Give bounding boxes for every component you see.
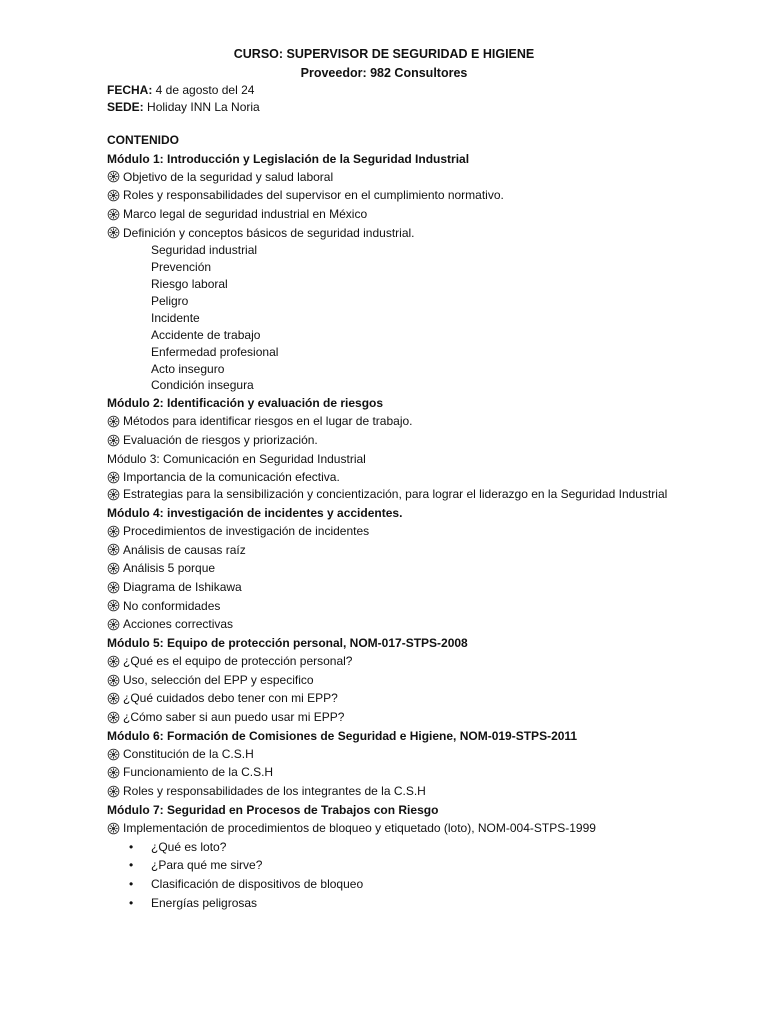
module-list: [107, 150, 727, 913]
bullet-text: Energías peligrosas: [151, 895, 258, 910]
sub-item: Accidente de trabajo: [151, 327, 261, 342]
bullet-text: ¿Para qué me sirve?: [151, 858, 263, 873]
bullet-item: [107, 894, 727, 913]
sub-item: Condición insegura: [151, 378, 254, 393]
gear-icon: [107, 170, 120, 183]
sub-item: Incidente: [151, 310, 200, 325]
list-item-text: Importancia de la comunicación efectiva.: [123, 469, 340, 484]
contenido-heading: CONTENIDO: [107, 133, 179, 148]
sub-item: Riesgo laboral: [151, 277, 228, 292]
spacer: [107, 116, 727, 132]
fecha-value: 4 de agosto del 24: [152, 83, 255, 97]
list-item: [107, 615, 727, 634]
list-item: [107, 745, 727, 764]
gear-icon: [107, 674, 120, 687]
gear-icon: [107, 208, 120, 221]
sub-item: Enfermedad profesional: [151, 344, 279, 359]
gear-icon: [107, 562, 120, 575]
gear-icon: [107, 599, 120, 612]
list-item: [107, 559, 727, 578]
bullet-item: [107, 838, 727, 857]
list-item-text: Análisis de causas raíz: [123, 542, 246, 557]
list-item-text: Métodos para identificar riesgos en el lugar de trabajo.: [123, 414, 413, 429]
list-item-text: ¿Qué es el equipo de protección personal?: [123, 654, 353, 669]
bullet-text: Clasificación de dispositivos de bloqueo: [151, 877, 364, 892]
list-item-text: Implementación de procedimientos de bloqueo y etiquetado (loto), NOM-004-STPS-1999: [123, 820, 596, 835]
list-item-text: Objetivo de la seguridad y salud laboral: [123, 169, 334, 184]
list-item-text: Evaluación de riesgos y priorización.: [123, 433, 318, 448]
list-item-text: Roles y responsabilidades del supervisor en el cumplimiento normativo.: [123, 188, 504, 203]
list-item: [107, 819, 727, 838]
module-heading: Módulo 3: Comunicación en Seguridad Industrial: [107, 451, 366, 466]
list-item: [107, 186, 727, 205]
provider-line: Proveedor: 982 Consultores: [300, 66, 468, 80]
bullet-glyph: •: [129, 895, 134, 910]
list-item: [107, 168, 727, 187]
list-item: [107, 671, 727, 690]
list-item: [107, 578, 727, 597]
module-heading: Módulo 5: Equipo de protección personal, NOM-017-STPS-2008: [107, 636, 468, 651]
gear-icon: [107, 655, 120, 668]
document-body: [107, 82, 727, 913]
list-item: [107, 431, 727, 450]
gear-icon: [107, 471, 120, 484]
bullet-item: [107, 856, 727, 875]
gear-icon: [107, 711, 120, 724]
bullet-glyph: •: [129, 858, 134, 873]
list-item: [107, 708, 727, 727]
gear-icon: [107, 766, 120, 779]
gear-icon: [107, 226, 120, 239]
gear-icon: [107, 488, 120, 501]
gear-icon: [107, 415, 120, 428]
sub-item: Peligro: [151, 293, 189, 308]
sub-item: Prevención: [151, 260, 212, 275]
list-item-text: Definición y conceptos básicos de seguridad industrial.: [123, 225, 415, 240]
course-title: CURSO: SUPERVISOR DE SEGURIDAD E HIGIENE: [233, 47, 535, 61]
sub-item: Seguridad industrial: [151, 243, 258, 258]
list-item-text: Roles y responsabilidades de los integrantes de la C.S.H: [123, 784, 426, 799]
list-item: [107, 412, 727, 431]
sub-item: Acto inseguro: [151, 361, 225, 376]
gear-icon: [107, 525, 120, 538]
gear-icon: [107, 189, 120, 202]
list-item-text: Constitución de la C.S.H: [123, 746, 254, 761]
list-item-text: ¿Qué cuidados debo tener con mi EPP?: [123, 691, 338, 706]
list-item-text: Diagrama de Ishikawa: [123, 579, 242, 594]
list-item-text: Funcionamiento de la C.S.H: [123, 765, 274, 780]
list-item: [107, 522, 727, 541]
list-item-text: Análisis 5 porque: [123, 561, 216, 576]
list-item: [107, 486, 727, 504]
module-heading: Módulo 7: Seguridad en Procesos de Trabajos con Riesgo: [107, 802, 439, 817]
list-item: [107, 597, 727, 616]
module-heading: Módulo 4: investigación de incidentes y accidentes.: [107, 505, 403, 520]
gear-icon: [107, 543, 120, 556]
bullet-text: ¿Qué es loto?: [151, 839, 227, 854]
list-item: [107, 541, 727, 560]
sede-label: SEDE:: [107, 100, 144, 115]
gear-icon: [107, 785, 120, 798]
list-item: [107, 224, 727, 243]
gear-icon: [107, 618, 120, 631]
bullet-glyph: •: [129, 877, 134, 892]
bullet-item: [107, 875, 727, 894]
gear-icon: [107, 581, 120, 594]
gear-icon: [107, 822, 120, 835]
list-item-text: ¿Cómo saber si aun puedo usar mi EPP?: [123, 710, 345, 725]
list-item: [107, 652, 727, 671]
sede-value: Holiday INN La Noria: [143, 100, 260, 115]
module-heading: Módulo 2: Identificación y evaluación de riesgos: [107, 396, 384, 411]
list-item-text: No conformidades: [123, 598, 221, 613]
gear-icon: [107, 434, 120, 447]
gear-icon: [107, 692, 120, 705]
fecha-line: [107, 82, 727, 99]
fecha-label: FECHA:: [107, 83, 153, 97]
module-heading: Módulo 6: Formación de Comisiones de Seguridad e Higiene, NOM-019-STPS-2011: [107, 728, 578, 743]
module-heading: Módulo 1: Introducción y Legislación de la Seguridad Industrial: [107, 151, 470, 166]
list-item-text: Marco legal de seguridad industrial en México: [123, 206, 368, 221]
list-item: [107, 205, 727, 224]
list-item: [107, 763, 727, 782]
gear-icon: [107, 748, 120, 761]
list-item-text: Estrategias para la sensibilización y concientización, para lograr el liderazgo en la Seguridad Industrial: [123, 487, 668, 502]
list-item: [107, 689, 727, 708]
sede-line: [107, 99, 727, 116]
list-item-text: Procedimientos de investigación de incidentes: [123, 523, 370, 538]
bullet-glyph: •: [129, 839, 134, 854]
list-item-text: Uso, selección del EPP y especifico: [123, 672, 314, 687]
list-item: [107, 782, 727, 801]
list-item: [107, 468, 727, 487]
list-item-text: Acciones correctivas: [123, 617, 234, 632]
